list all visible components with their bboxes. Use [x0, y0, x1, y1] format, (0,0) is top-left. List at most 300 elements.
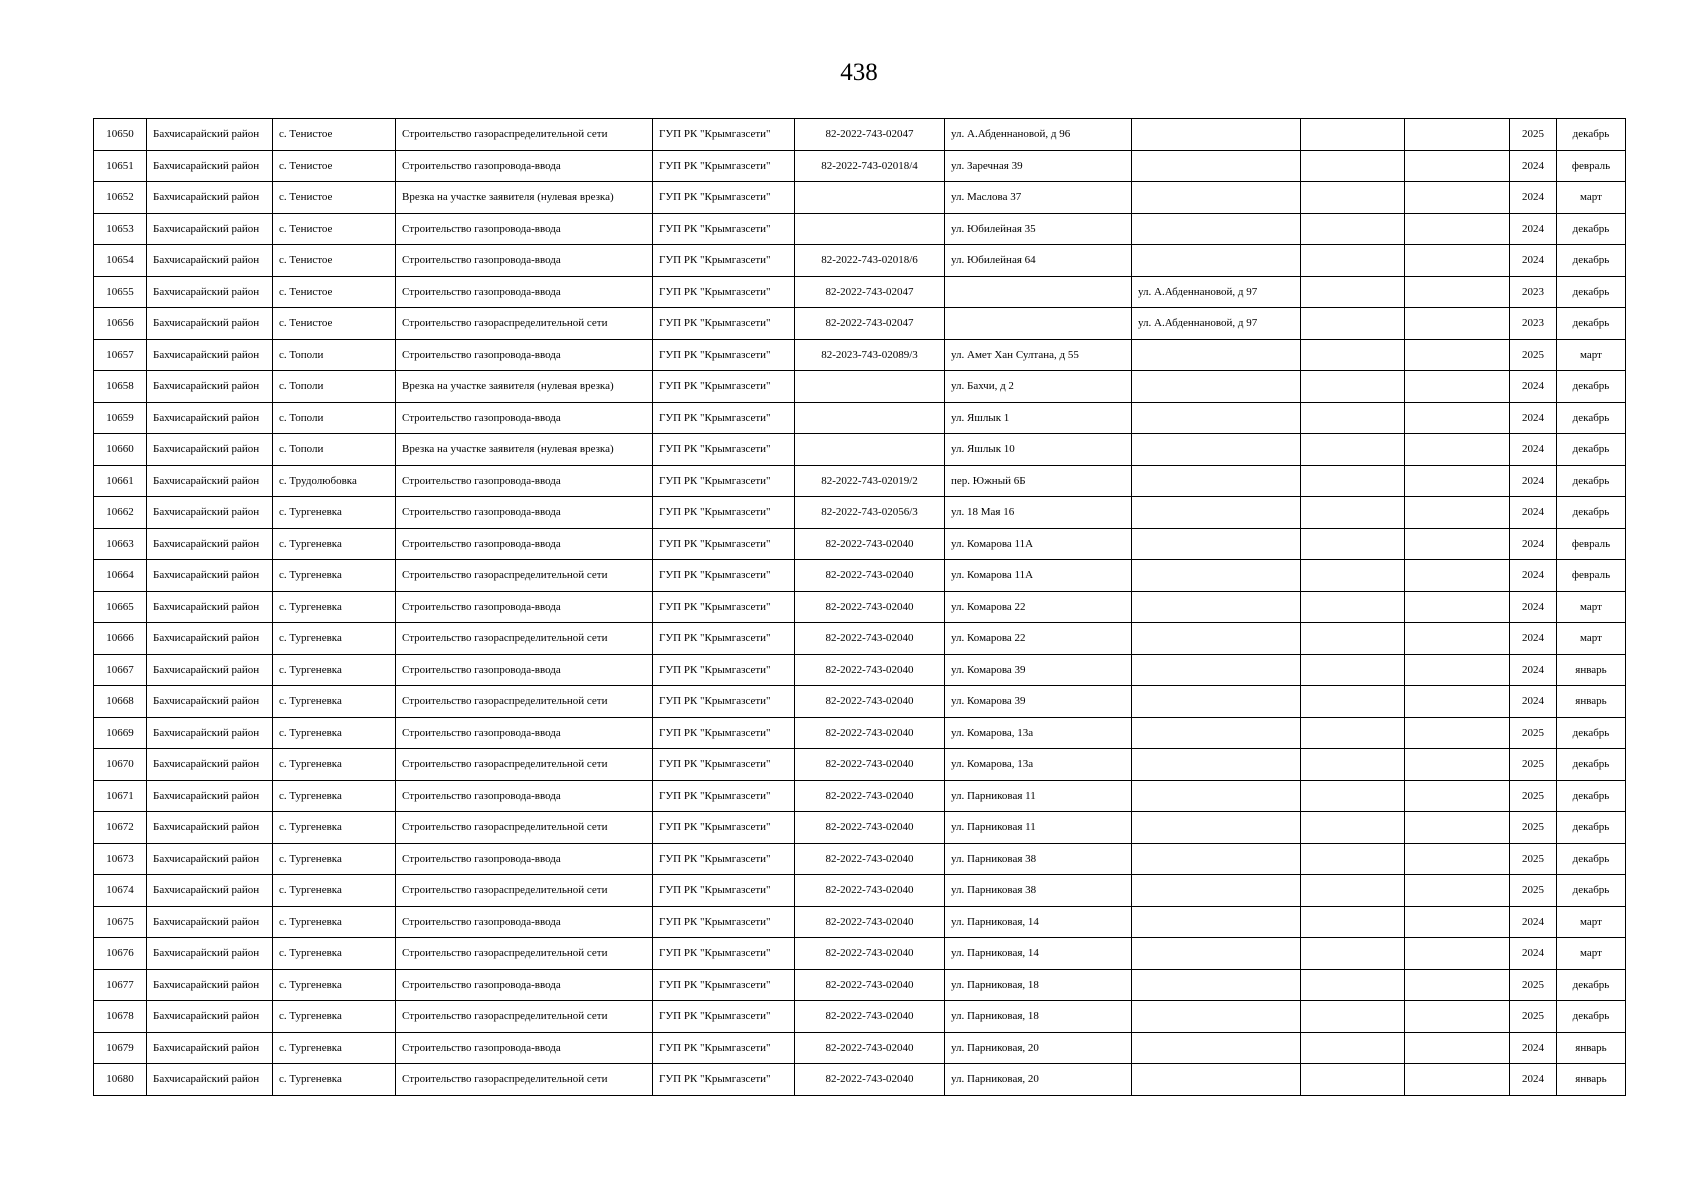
cell-district: Бахчисарайский район: [147, 654, 273, 686]
cell-address-alt: [1132, 434, 1301, 466]
cell-settlement: с. Тургеневка: [273, 969, 396, 1001]
cell-work-type: Строительство газопровода-ввода: [396, 402, 653, 434]
cell-month: март: [1557, 938, 1626, 970]
cell-address: ул. Комарова 11А: [945, 528, 1132, 560]
cell-organization: ГУП РК "Крымгазсети": [653, 245, 795, 277]
cell-organization: ГУП РК "Крымгазсети": [653, 654, 795, 686]
cell-work-type: Строительство газопровода-ввода: [396, 843, 653, 875]
cell-empty-cell: [1405, 749, 1510, 781]
cell-address: ул. Парниковая 11: [945, 780, 1132, 812]
cell-work-type: Строительство газопровода-ввода: [396, 150, 653, 182]
cell-address-alt: [1132, 780, 1301, 812]
cell-cadastral-number: 82-2022-743-02040: [795, 686, 945, 718]
cell-address: ул. Маслова 37: [945, 182, 1132, 214]
table-row: [94, 245, 1626, 277]
cell-year: 2024: [1510, 497, 1557, 529]
cell-month: декабрь: [1557, 276, 1626, 308]
cell-address-alt: [1132, 1064, 1301, 1096]
cell-empty-cell: [1405, 686, 1510, 718]
cell-empty-cell: [1301, 1001, 1405, 1033]
cell-month: январь: [1557, 686, 1626, 718]
cell-organization: ГУП РК "Крымгазсети": [653, 717, 795, 749]
cell-empty-cell: [1405, 339, 1510, 371]
cell-empty-cell: [1405, 1001, 1510, 1033]
table-row: [94, 434, 1626, 466]
cell-empty-cell: [1301, 812, 1405, 844]
cell-month: декабрь: [1557, 875, 1626, 907]
cell-year: 2025: [1510, 875, 1557, 907]
cell-year: 2024: [1510, 560, 1557, 592]
table-row: [94, 749, 1626, 781]
cell-month: декабрь: [1557, 969, 1626, 1001]
cell-cadastral-number: 82-2022-743-02047: [795, 119, 945, 151]
cell-row-number: 10670: [94, 749, 147, 781]
cell-empty-cell: [1301, 497, 1405, 529]
cell-address-alt: [1132, 875, 1301, 907]
cell-empty-cell: [1301, 528, 1405, 560]
cell-empty-cell: [1405, 465, 1510, 497]
cell-district: Бахчисарайский район: [147, 276, 273, 308]
cell-row-number: 10675: [94, 906, 147, 938]
cell-empty-cell: [1301, 308, 1405, 340]
cell-empty-cell: [1405, 245, 1510, 277]
cell-cadastral-number: [795, 182, 945, 214]
cell-empty-cell: [1405, 434, 1510, 466]
table-row: [94, 654, 1626, 686]
cell-month: март: [1557, 339, 1626, 371]
cell-address-alt: [1132, 906, 1301, 938]
cell-settlement: с. Тургеневка: [273, 780, 396, 812]
cell-empty-cell: [1301, 938, 1405, 970]
cell-district: Бахчисарайский район: [147, 119, 273, 151]
cell-work-type: Строительство газораспределительной сети: [396, 308, 653, 340]
cell-work-type: Строительство газопровода-ввода: [396, 465, 653, 497]
table-row: [94, 591, 1626, 623]
table-row: [94, 182, 1626, 214]
cell-settlement: с. Тополи: [273, 434, 396, 466]
cell-organization: ГУП РК "Крымгазсети": [653, 969, 795, 1001]
cell-row-number: 10671: [94, 780, 147, 812]
cell-row-number: 10657: [94, 339, 147, 371]
cell-empty-cell: [1301, 213, 1405, 245]
cell-empty-cell: [1301, 906, 1405, 938]
cell-settlement: с. Трудолюбовка: [273, 465, 396, 497]
cell-empty-cell: [1301, 1064, 1405, 1096]
table-row: [94, 276, 1626, 308]
cell-address: ул. Бахчи, д 2: [945, 371, 1132, 403]
cell-settlement: с. Тенистое: [273, 182, 396, 214]
cell-empty-cell: [1405, 780, 1510, 812]
cell-year: 2025: [1510, 969, 1557, 1001]
cell-address: ул. Комарова 39: [945, 654, 1132, 686]
cell-work-type: Строительство газопровода-ввода: [396, 591, 653, 623]
cell-month: декабрь: [1557, 717, 1626, 749]
cell-empty-cell: [1301, 245, 1405, 277]
cell-empty-cell: [1301, 875, 1405, 907]
cell-empty-cell: [1405, 150, 1510, 182]
cell-organization: ГУП РК "Крымгазсети": [653, 308, 795, 340]
cell-cadastral-number: 82-2022-743-02040: [795, 623, 945, 655]
cell-empty-cell: [1301, 780, 1405, 812]
cell-work-type: Врезка на участке заявителя (нулевая врезка): [396, 182, 653, 214]
cell-empty-cell: [1301, 969, 1405, 1001]
cell-organization: ГУП РК "Крымгазсети": [653, 339, 795, 371]
cell-year: 2024: [1510, 591, 1557, 623]
cell-address-alt: [1132, 749, 1301, 781]
cell-organization: ГУП РК "Крымгазсети": [653, 623, 795, 655]
cell-row-number: 10660: [94, 434, 147, 466]
cell-cadastral-number: 82-2022-743-02040: [795, 560, 945, 592]
cell-address: ул. Парниковая, 20: [945, 1032, 1132, 1064]
cell-month: март: [1557, 182, 1626, 214]
cell-settlement: с. Тополи: [273, 371, 396, 403]
cell-organization: ГУП РК "Крымгазсети": [653, 276, 795, 308]
table-row: [94, 1001, 1626, 1033]
cell-empty-cell: [1405, 843, 1510, 875]
cell-organization: ГУП РК "Крымгазсети": [653, 1032, 795, 1064]
cell-empty-cell: [1405, 1032, 1510, 1064]
cell-month: февраль: [1557, 560, 1626, 592]
cell-organization: ГУП РК "Крымгазсети": [653, 1001, 795, 1033]
cell-month: декабрь: [1557, 119, 1626, 151]
cell-row-number: 10659: [94, 402, 147, 434]
cell-address: ул. Парниковая, 14: [945, 906, 1132, 938]
cell-address-alt: [1132, 182, 1301, 214]
table-row: [94, 560, 1626, 592]
cell-address: пер. Южный 6Б: [945, 465, 1132, 497]
cell-work-type: Строительство газораспределительной сети: [396, 938, 653, 970]
cell-cadastral-number: 82-2022-743-02040: [795, 906, 945, 938]
cell-year: 2024: [1510, 528, 1557, 560]
cell-month: декабрь: [1557, 812, 1626, 844]
cell-year: 2025: [1510, 339, 1557, 371]
cell-month: декабрь: [1557, 465, 1626, 497]
cell-cadastral-number: 82-2022-743-02040: [795, 780, 945, 812]
cell-month: март: [1557, 591, 1626, 623]
cell-address: ул. Юбилейная 35: [945, 213, 1132, 245]
cell-year: 2024: [1510, 371, 1557, 403]
cell-empty-cell: [1405, 182, 1510, 214]
cell-year: 2025: [1510, 119, 1557, 151]
table-row: [94, 875, 1626, 907]
cell-address: ул. Парниковая 38: [945, 875, 1132, 907]
cell-district: Бахчисарайский район: [147, 560, 273, 592]
cell-address: ул. Юбилейная 64: [945, 245, 1132, 277]
cell-address-alt: [1132, 623, 1301, 655]
cell-empty-cell: [1301, 686, 1405, 718]
cell-cadastral-number: [795, 213, 945, 245]
table-row: [94, 308, 1626, 340]
cell-address: ул. Амет Хан Султана, д 55: [945, 339, 1132, 371]
cell-address-alt: [1132, 1001, 1301, 1033]
registry-body: [94, 119, 1626, 1096]
cell-work-type: Строительство газораспределительной сети: [396, 560, 653, 592]
cell-row-number: 10677: [94, 969, 147, 1001]
cell-settlement: с. Тургеневка: [273, 686, 396, 718]
cell-empty-cell: [1301, 402, 1405, 434]
cell-address-alt: [1132, 843, 1301, 875]
cell-work-type: Строительство газораспределительной сети: [396, 749, 653, 781]
cell-month: декабрь: [1557, 843, 1626, 875]
cell-empty-cell: [1301, 560, 1405, 592]
cell-cadastral-number: 82-2022-743-02047: [795, 276, 945, 308]
cell-month: декабрь: [1557, 497, 1626, 529]
cell-address: ул. 18 Мая 16: [945, 497, 1132, 529]
cell-district: Бахчисарайский район: [147, 371, 273, 403]
cell-work-type: Строительство газопровода-ввода: [396, 245, 653, 277]
cell-address: ул. Парниковая, 18: [945, 1001, 1132, 1033]
cell-year: 2024: [1510, 402, 1557, 434]
cell-organization: ГУП РК "Крымгазсети": [653, 812, 795, 844]
cell-district: Бахчисарайский район: [147, 339, 273, 371]
cell-settlement: с. Тенистое: [273, 276, 396, 308]
cell-empty-cell: [1405, 119, 1510, 151]
cell-cadastral-number: [795, 371, 945, 403]
cell-address-alt: [1132, 245, 1301, 277]
cell-work-type: Строительство газопровода-ввода: [396, 717, 653, 749]
table-row: [94, 812, 1626, 844]
cell-year: 2025: [1510, 1001, 1557, 1033]
cell-settlement: с. Тургеневка: [273, 1064, 396, 1096]
cell-address-alt: ул. А.Абденнановой, д 97: [1132, 308, 1301, 340]
cell-work-type: Строительство газопровода-ввода: [396, 497, 653, 529]
cell-row-number: 10678: [94, 1001, 147, 1033]
cell-district: Бахчисарайский район: [147, 717, 273, 749]
cell-settlement: с. Тургеневка: [273, 717, 396, 749]
cell-work-type: Строительство газопровода-ввода: [396, 528, 653, 560]
cell-work-type: Врезка на участке заявителя (нулевая врезка): [396, 371, 653, 403]
cell-work-type: Строительство газопровода-ввода: [396, 654, 653, 686]
cell-work-type: Строительство газораспределительной сети: [396, 875, 653, 907]
table-row: [94, 906, 1626, 938]
cell-row-number: 10651: [94, 150, 147, 182]
cell-address-alt: [1132, 465, 1301, 497]
cell-district: Бахчисарайский район: [147, 969, 273, 1001]
cell-organization: ГУП РК "Крымгазсети": [653, 497, 795, 529]
cell-empty-cell: [1301, 623, 1405, 655]
cell-empty-cell: [1405, 213, 1510, 245]
cell-empty-cell: [1301, 749, 1405, 781]
cell-address: ул. Комарова 22: [945, 591, 1132, 623]
cell-year: 2025: [1510, 717, 1557, 749]
cell-cadastral-number: 82-2022-743-02056/3: [795, 497, 945, 529]
cell-empty-cell: [1405, 402, 1510, 434]
cell-organization: ГУП РК "Крымгазсети": [653, 843, 795, 875]
cell-empty-cell: [1301, 434, 1405, 466]
cell-year: 2024: [1510, 623, 1557, 655]
cell-empty-cell: [1301, 1032, 1405, 1064]
table-row: [94, 623, 1626, 655]
cell-settlement: с. Тургеневка: [273, 875, 396, 907]
cell-month: декабрь: [1557, 1001, 1626, 1033]
cell-year: 2024: [1510, 182, 1557, 214]
cell-organization: ГУП РК "Крымгазсети": [653, 213, 795, 245]
cell-address: ул. Комарова 11А: [945, 560, 1132, 592]
cell-month: декабрь: [1557, 402, 1626, 434]
cell-row-number: 10680: [94, 1064, 147, 1096]
cell-address: ул. Комарова 39: [945, 686, 1132, 718]
cell-district: Бахчисарайский район: [147, 906, 273, 938]
cell-empty-cell: [1301, 654, 1405, 686]
cell-month: январь: [1557, 1064, 1626, 1096]
cell-empty-cell: [1301, 150, 1405, 182]
cell-year: 2024: [1510, 434, 1557, 466]
cell-address-alt: [1132, 371, 1301, 403]
cell-row-number: 10658: [94, 371, 147, 403]
cell-row-number: 10650: [94, 119, 147, 151]
cell-year: 2025: [1510, 812, 1557, 844]
table-row: [94, 339, 1626, 371]
cell-district: Бахчисарайский район: [147, 875, 273, 907]
cell-district: Бахчисарайский район: [147, 308, 273, 340]
cell-empty-cell: [1301, 717, 1405, 749]
cell-year: 2023: [1510, 308, 1557, 340]
cell-district: Бахчисарайский район: [147, 1032, 273, 1064]
cell-row-number: 10676: [94, 938, 147, 970]
cell-row-number: 10654: [94, 245, 147, 277]
cell-row-number: 10667: [94, 654, 147, 686]
table-row: [94, 843, 1626, 875]
cell-organization: ГУП РК "Крымгазсети": [653, 371, 795, 403]
cell-address-alt: [1132, 812, 1301, 844]
cell-row-number: 10663: [94, 528, 147, 560]
cell-address-alt: [1132, 938, 1301, 970]
cell-address: ул. Парниковая 38: [945, 843, 1132, 875]
cell-address: ул. Парниковая, 14: [945, 938, 1132, 970]
cell-empty-cell: [1301, 843, 1405, 875]
cell-settlement: с. Тургеневка: [273, 528, 396, 560]
cell-empty-cell: [1301, 465, 1405, 497]
cell-district: Бахчисарайский район: [147, 182, 273, 214]
cell-address-alt: [1132, 654, 1301, 686]
cell-work-type: Строительство газопровода-ввода: [396, 906, 653, 938]
cell-address-alt: [1132, 150, 1301, 182]
cell-row-number: 10674: [94, 875, 147, 907]
cell-organization: ГУП РК "Крымгазсети": [653, 150, 795, 182]
cell-work-type: Строительство газораспределительной сети: [396, 1001, 653, 1033]
cell-work-type: Строительство газораспределительной сети: [396, 623, 653, 655]
cell-settlement: с. Тургеневка: [273, 623, 396, 655]
cell-settlement: с. Тургеневка: [273, 591, 396, 623]
cell-cadastral-number: 82-2022-743-02040: [795, 1064, 945, 1096]
cell-month: март: [1557, 906, 1626, 938]
cell-row-number: 10662: [94, 497, 147, 529]
cell-work-type: Строительство газопровода-ввода: [396, 780, 653, 812]
cell-empty-cell: [1405, 560, 1510, 592]
cell-address: ул. Парниковая, 18: [945, 969, 1132, 1001]
cell-settlement: с. Тургеневка: [273, 654, 396, 686]
cell-district: Бахчисарайский район: [147, 245, 273, 277]
cell-year: 2024: [1510, 1032, 1557, 1064]
cell-empty-cell: [1405, 938, 1510, 970]
cell-empty-cell: [1405, 528, 1510, 560]
cell-month: февраль: [1557, 528, 1626, 560]
cell-year: 2024: [1510, 465, 1557, 497]
cell-address-alt: [1132, 591, 1301, 623]
cell-year: 2025: [1510, 749, 1557, 781]
cell-organization: ГУП РК "Крымгазсети": [653, 560, 795, 592]
cell-address-alt: [1132, 560, 1301, 592]
cell-district: Бахчисарайский район: [147, 402, 273, 434]
cell-month: декабрь: [1557, 308, 1626, 340]
table-row: [94, 528, 1626, 560]
cell-district: Бахчисарайский район: [147, 749, 273, 781]
cell-work-type: Строительство газопровода-ввода: [396, 276, 653, 308]
cell-month: декабрь: [1557, 245, 1626, 277]
cell-empty-cell: [1405, 654, 1510, 686]
cell-cadastral-number: 82-2022-743-02040: [795, 969, 945, 1001]
cell-row-number: 10679: [94, 1032, 147, 1064]
cell-settlement: с. Тургеневка: [273, 906, 396, 938]
cell-month: март: [1557, 623, 1626, 655]
cell-work-type: Строительство газораспределительной сети: [396, 812, 653, 844]
cell-settlement: с. Тенистое: [273, 119, 396, 151]
cell-year: 2024: [1510, 213, 1557, 245]
cell-cadastral-number: 82-2022-743-02019/2: [795, 465, 945, 497]
cell-address: ул. Яшлык 1: [945, 402, 1132, 434]
cell-work-type: Врезка на участке заявителя (нулевая врезка): [396, 434, 653, 466]
cell-cadastral-number: 82-2022-743-02040: [795, 717, 945, 749]
cell-empty-cell: [1405, 623, 1510, 655]
table-row: [94, 686, 1626, 718]
cell-organization: ГУП РК "Крымгазсети": [653, 780, 795, 812]
cell-district: Бахчисарайский район: [147, 465, 273, 497]
cell-work-type: Строительство газораспределительной сети: [396, 686, 653, 718]
cell-organization: ГУП РК "Крымгазсети": [653, 402, 795, 434]
cell-address: [945, 276, 1132, 308]
cell-month: декабрь: [1557, 749, 1626, 781]
cell-organization: ГУП РК "Крымгазсети": [653, 182, 795, 214]
cell-district: Бахчисарайский район: [147, 938, 273, 970]
cell-organization: ГУП РК "Крымгазсети": [653, 434, 795, 466]
cell-district: Бахчисарайский район: [147, 213, 273, 245]
cell-cadastral-number: [795, 434, 945, 466]
cell-year: 2023: [1510, 276, 1557, 308]
registry-table: [93, 118, 1626, 1096]
cell-cadastral-number: 82-2022-743-02040: [795, 1032, 945, 1064]
cell-empty-cell: [1405, 276, 1510, 308]
cell-district: Бахчисарайский район: [147, 1064, 273, 1096]
cell-settlement: с. Тенистое: [273, 150, 396, 182]
page-number: 438: [840, 59, 878, 86]
cell-month: декабрь: [1557, 780, 1626, 812]
cell-address: ул. А.Абденнановой, д 96: [945, 119, 1132, 151]
cell-row-number: 10668: [94, 686, 147, 718]
cell-work-type: Строительство газораспределительной сети: [396, 119, 653, 151]
cell-empty-cell: [1301, 276, 1405, 308]
cell-district: Бахчисарайский район: [147, 780, 273, 812]
cell-empty-cell: [1301, 591, 1405, 623]
cell-cadastral-number: 82-2022-743-02040: [795, 528, 945, 560]
cell-address: [945, 308, 1132, 340]
cell-district: Бахчисарайский район: [147, 150, 273, 182]
cell-empty-cell: [1405, 969, 1510, 1001]
cell-address: ул. Парниковая, 20: [945, 1064, 1132, 1096]
table-row: [94, 780, 1626, 812]
cell-settlement: с. Тургеневка: [273, 1032, 396, 1064]
cell-empty-cell: [1405, 812, 1510, 844]
cell-district: Бахчисарайский район: [147, 812, 273, 844]
cell-organization: ГУП РК "Крымгазсети": [653, 465, 795, 497]
table-row: [94, 1064, 1626, 1096]
cell-empty-cell: [1405, 1064, 1510, 1096]
cell-address-alt: [1132, 497, 1301, 529]
cell-cadastral-number: 82-2022-743-02040: [795, 1001, 945, 1033]
cell-address-alt: ул. А.Абденнановой, д 97: [1132, 276, 1301, 308]
cell-year: 2024: [1510, 150, 1557, 182]
cell-district: Бахчисарайский район: [147, 434, 273, 466]
cell-organization: ГУП РК "Крымгазсети": [653, 875, 795, 907]
